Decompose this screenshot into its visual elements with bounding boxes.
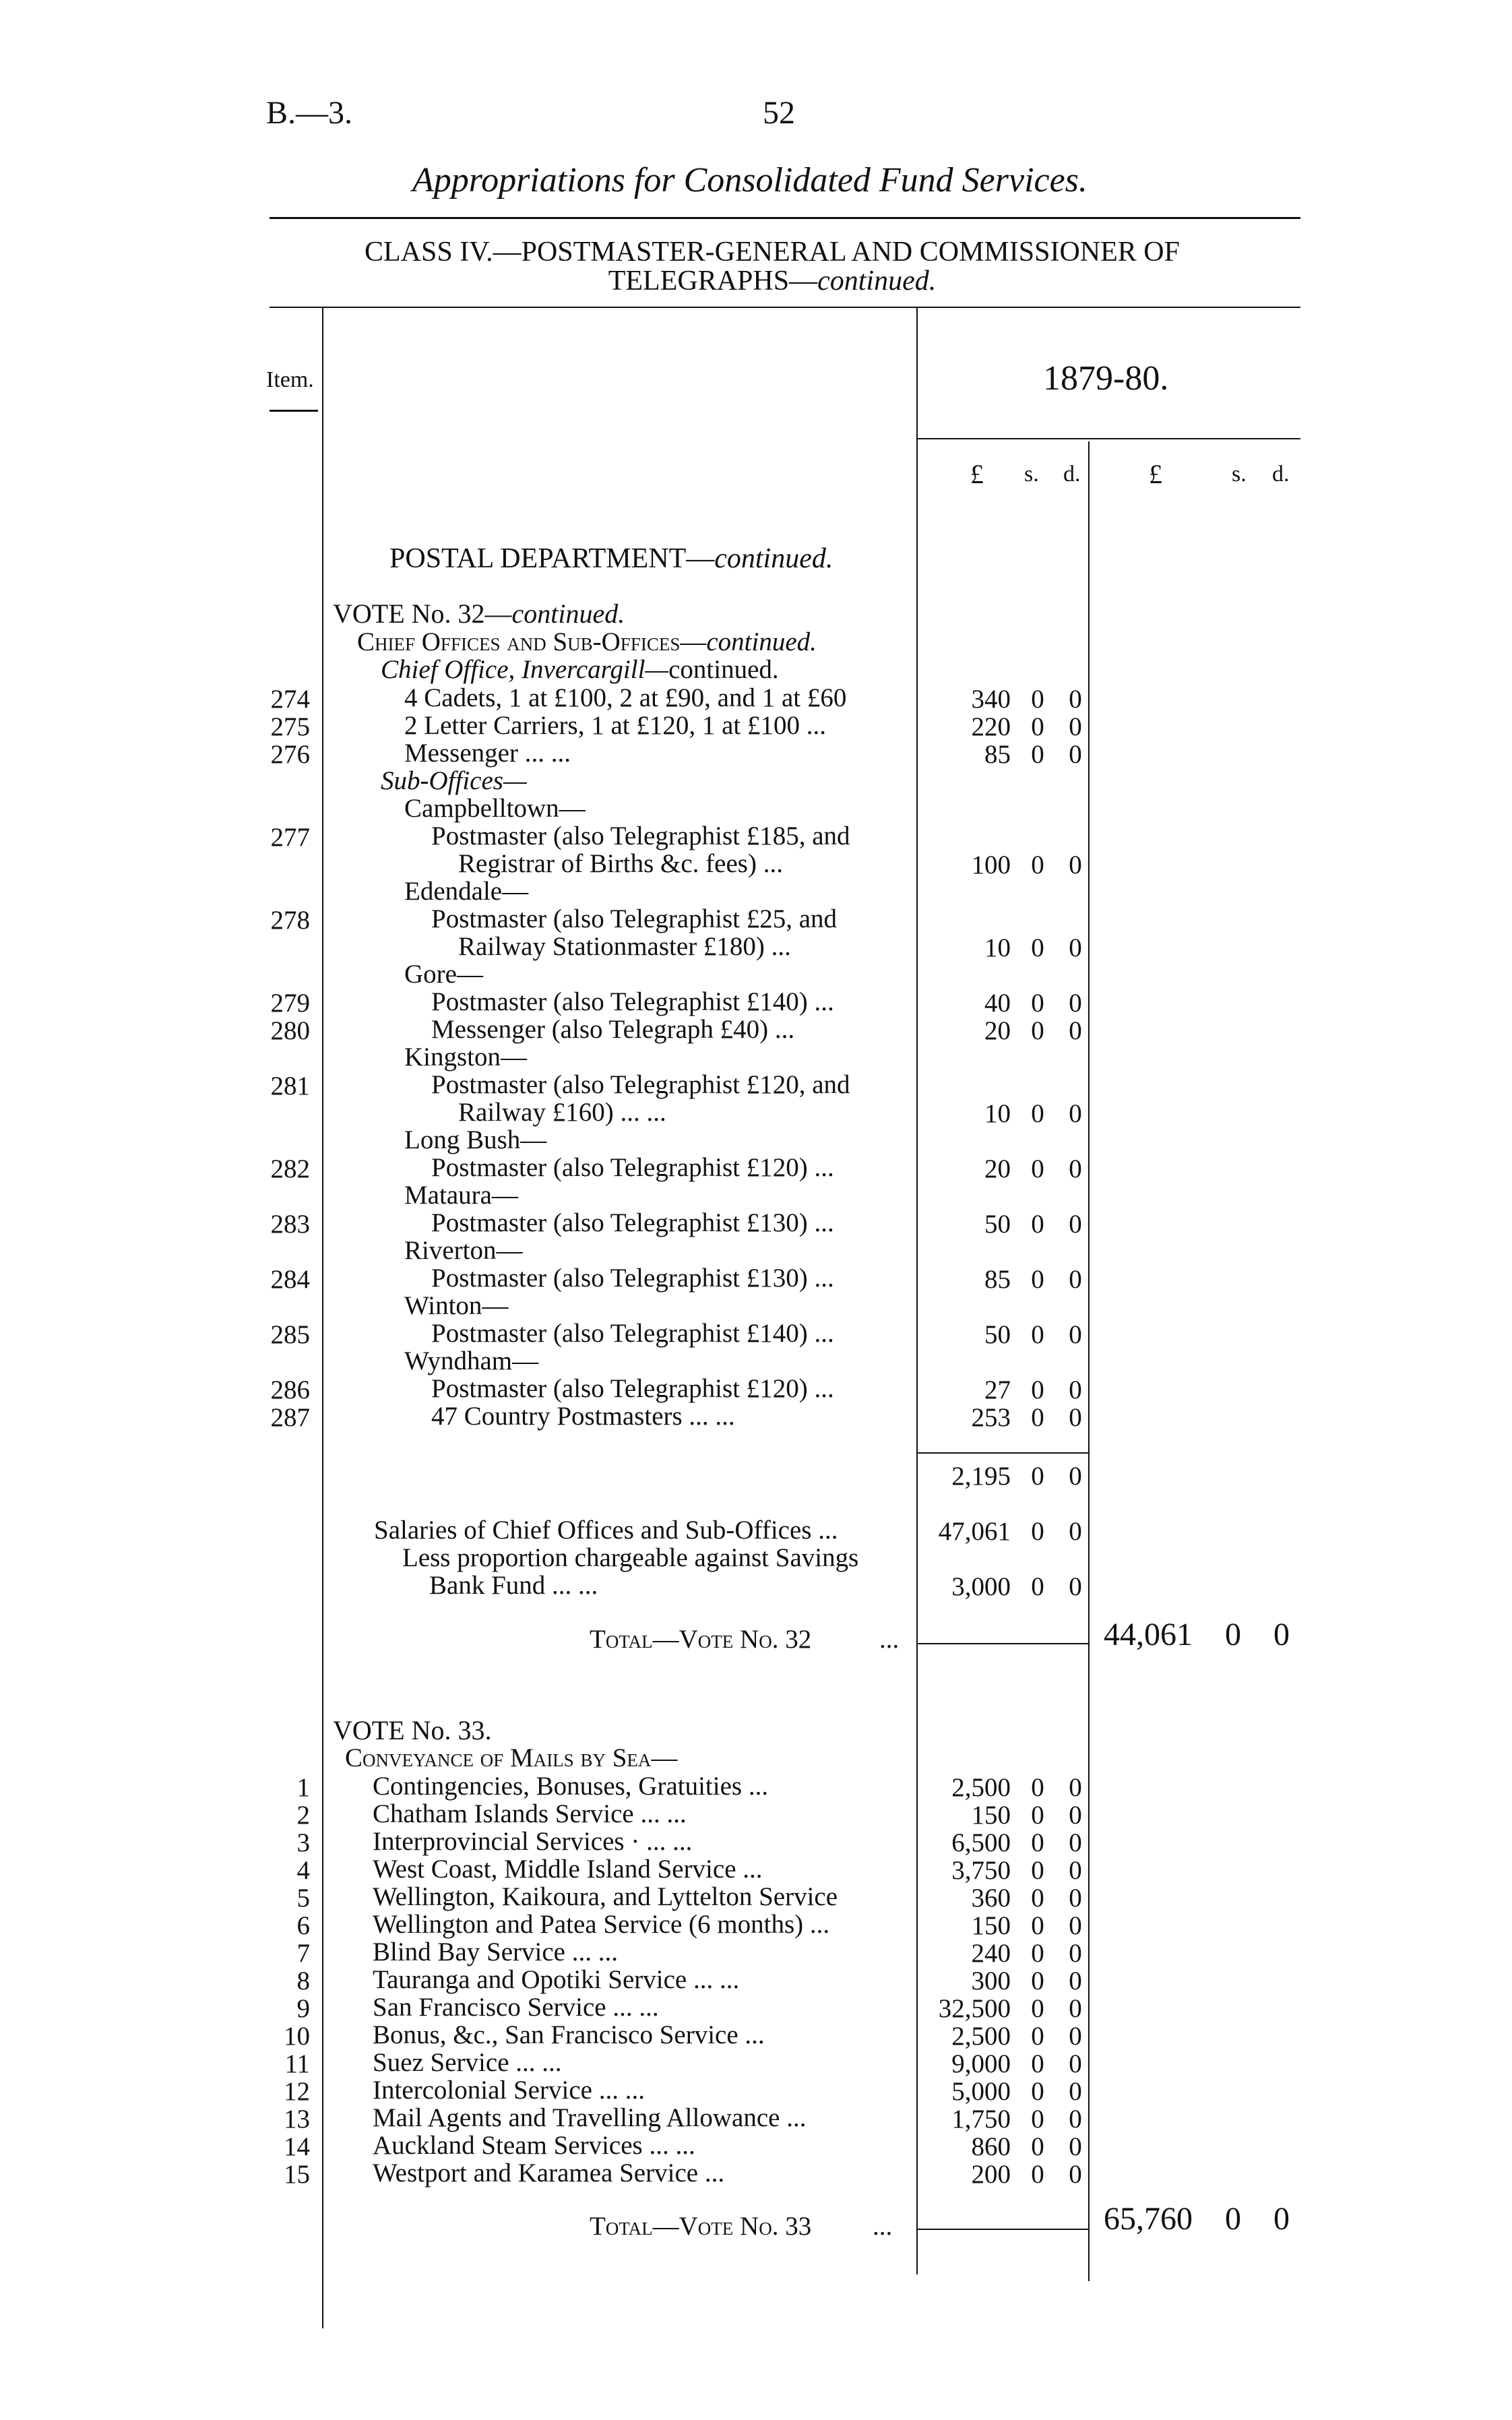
item-number: 286 [270,1375,310,1404]
item-column-header: Item. [266,367,314,392]
item-amount: 5,000 [951,2077,1011,2106]
item-amount: 2,500 [951,2022,1011,2051]
item-number: 280 [270,1016,310,1045]
item-shillings: 0 [1031,1828,1044,1857]
sub-office-name: Campbelltown— [404,794,586,823]
item-shillings: 0 [1031,1265,1044,1294]
sub-office-name: Winton— [404,1291,509,1320]
item-pence: 0 [1069,2105,1082,2134]
page-number: 52 [763,95,795,131]
item-pence: 0 [1069,1403,1082,1432]
item-number: 282 [270,1154,310,1183]
item-description: 2 Letter Carriers, 1 at £120, 1 at £100 ... [404,711,826,740]
item-shillings: 0 [1031,1994,1044,2023]
item-pence: 0 [1069,1911,1082,1940]
item-pence: 0 [1069,740,1082,769]
total-vote-33-shillings: 0 [1225,2201,1241,2237]
item-number: 277 [270,823,310,852]
item-amount: 27 [984,1375,1011,1404]
item-amount: 85 [984,740,1011,769]
item-shillings: 0 [1031,1210,1044,1239]
sub-office-name: Riverton— [404,1236,523,1265]
shilling-header-1: s. [1024,462,1039,487]
item-description: San Francisco Service ... ... [373,1993,659,2022]
sub-office-name: Gore— [404,960,483,989]
item-column-divider [322,307,323,2328]
item-shillings: 0 [1031,2049,1044,2078]
item-amount: 20 [984,1016,1011,1045]
item-number: 3 [296,1828,310,1857]
item-description: Interprovincial Services · ... ... [373,1827,693,1856]
sub-office-name: Long Bush— [404,1125,547,1154]
item-description: Wellington and Patea Service (6 months) ... [373,1910,830,1939]
item-amount: 32,500 [938,1994,1011,2023]
item-shillings: 0 [1031,1016,1044,1045]
item-pence: 0 [1069,1016,1082,1045]
item-description: Postmaster (also Telegraphist £120) ... [431,1374,834,1403]
sub-office-name: Wyndham— [404,1346,539,1375]
item-shillings: 0 [1031,1320,1044,1349]
less-label-cont: Bank Fund ... ... [429,1571,598,1600]
item-number: 283 [270,1210,310,1239]
item-amount: 1,750 [951,2105,1011,2134]
pence-header-2: d. [1272,462,1290,487]
item-amount: 253 [971,1403,1011,1432]
item-description: Postmaster (also Telegraphist £130) ... [431,1264,834,1293]
sub-office-name: Kingston— [404,1043,528,1072]
item-number: 281 [270,1072,310,1100]
item-number: 13 [284,2105,310,2134]
item-number: 5 [296,1884,310,1913]
item-number: 10 [284,2022,310,2051]
item-amount: 360 [971,1884,1011,1913]
item-number: 12 [284,2077,310,2106]
subtotal-pence: 0 [1069,1462,1082,1491]
total-vote-32-label: Total—Vote No. 32 [590,1625,812,1654]
page-title: Appropriations for Consolidated Fund Services. [412,161,1088,199]
item-description: Westport and Karamea Service ... [373,2159,725,2188]
pound-header-1: £ [970,459,984,489]
item-description: Postmaster (also Telegraphist £130) ... [431,1208,834,1237]
item-number: 11 [284,2049,310,2078]
total-vote-32-pence: 0 [1273,1617,1290,1652]
item-pence: 0 [1069,1154,1082,1183]
salaries-amount: 47,061 [938,1517,1011,1546]
item-pence: 0 [1069,712,1082,741]
less-label: Less proportion chargeable against Savings [402,1543,859,1572]
year-rule [916,438,1300,439]
item-amount: 50 [984,1210,1011,1239]
total-vote-32-shillings: 0 [1225,1617,1241,1652]
total-vote-33-amount: 65,760 [1104,2201,1193,2237]
item-shillings: 0 [1031,1773,1044,1802]
item-description: Tauranga and Opotiki Service ... ... [373,1965,740,1994]
item-shillings: 0 [1031,712,1044,741]
item-pence: 0 [1069,933,1082,962]
item-shillings: 0 [1031,2105,1044,2134]
item-amount: 150 [971,1801,1011,1830]
sub-offices-heading: Sub-Offices— [381,766,527,795]
item-pence: 0 [1069,2132,1082,2161]
total-vote-32-amount: 44,061 [1104,1617,1193,1652]
item-underline [270,410,318,412]
item-pence: 0 [1069,1856,1082,1885]
item-shillings: 0 [1031,1099,1044,1128]
sub-office-name: Mataura— [404,1181,518,1210]
item-amount: 240 [971,1939,1011,1968]
item-description: Chatham Islands Service ... ... [373,1799,687,1828]
item-amount: 40 [984,989,1011,1018]
total-vote-33-dots: ... [873,2212,893,2241]
item-amount: 10 [984,1099,1011,1128]
item-amount: 20 [984,1154,1011,1183]
item-pence: 0 [1069,1320,1082,1349]
item-description: Messenger (also Telegraph £40) ... [431,1015,795,1044]
salaries-pence: 0 [1069,1517,1082,1546]
item-number: 2 [296,1801,310,1830]
item-shillings: 0 [1031,850,1044,879]
item-shillings: 0 [1031,1884,1044,1913]
item-shillings: 0 [1031,1911,1044,1940]
item-number: 7 [296,1939,310,1968]
item-description: Suez Service ... ... [373,2048,562,2077]
item-description: Auckland Steam Services ... ... [373,2131,695,2160]
item-number: 14 [284,2132,310,2161]
item-description: Intercolonial Service ... ... [373,2076,645,2105]
salaries-shillings: 0 [1031,1517,1044,1546]
total-vote-32-dots: ... [879,1625,900,1654]
item-amount: 300 [971,1966,1011,1995]
total-32-rule [918,1643,1088,1644]
item-shillings: 0 [1031,1375,1044,1404]
item-description: Bonus, &c., San Francisco Service ... [373,2020,765,2049]
item-number: 8 [296,1966,310,1995]
item-description-cont: Railway Stationmaster £180) ... [458,932,791,961]
item-description-cont: Registrar of Births &c. fees) ... [458,849,783,878]
item-amount: 3,750 [951,1856,1011,1885]
subtotal-shillings: 0 [1031,1462,1044,1491]
item-description: Contingencies, Bonuses, Gratuities ... [373,1772,769,1801]
less-pence: 0 [1069,1572,1082,1601]
item-number: 278 [270,906,310,935]
sub-office-name: Edendale— [404,877,529,906]
item-pence: 0 [1069,989,1082,1018]
item-shillings: 0 [1031,989,1044,1018]
item-shillings: 0 [1031,1801,1044,1830]
header-rule [270,307,1300,308]
item-pence: 0 [1069,1265,1082,1294]
item-number: 276 [270,740,310,769]
item-number: 275 [270,712,310,741]
section-heading: POSTAL DEPARTMENT—continued. [389,543,833,574]
item-pence: 0 [1069,1375,1082,1404]
top-rule [270,217,1300,219]
item-number: 287 [270,1403,310,1432]
document-reference: B.—3. [266,95,353,131]
item-description: Postmaster (also Telegraphist £120) ... [431,1153,834,1182]
item-pence: 0 [1069,1828,1082,1857]
salaries-label: Salaries of Chief Offices and Sub-Offices ... [374,1516,838,1545]
class-heading-line1: CLASS IV.—POSTMASTER-GENERAL AND COMMISSIONER OF [364,237,1180,268]
item-shillings: 0 [1031,1154,1044,1183]
subtotal-rule [916,1452,1088,1454]
item-description: Wellington, Kaikoura, and Lyttelton Service [373,1882,838,1911]
item-description: Postmaster (also Telegraphist £140) ... [431,1319,834,1348]
less-amount: 3,000 [951,1572,1011,1601]
year-header: 1879-80. [1043,359,1169,398]
item-amount: 10 [984,933,1011,962]
item-amount: 860 [971,2132,1011,2161]
item-pence: 0 [1069,1994,1082,2023]
item-amount: 9,000 [951,2049,1011,2078]
item-description: Blind Bay Service ... ... [373,1937,618,1966]
item-amount: 340 [971,685,1011,714]
item-pence: 0 [1069,1773,1082,1802]
item-number: 284 [270,1265,310,1294]
subtotal-amount: 2,195 [951,1462,1011,1491]
vote-32-heading: VOTE No. 32—continued. [333,598,625,629]
item-amount: 85 [984,1265,1011,1294]
item-description: Mail Agents and Travelling Allowance ... [373,2103,807,2132]
item-pence: 0 [1069,685,1082,714]
item-shillings: 0 [1031,1856,1044,1885]
total-vote-33-pence: 0 [1273,2201,1290,2237]
item-shillings: 0 [1031,2022,1044,2051]
pound-header-2: £ [1149,459,1162,489]
item-description: Postmaster (also Telegraphist £25, and [431,904,838,933]
chief-offices-heading: Chief Offices and Sub-Offices—continued. [357,627,817,656]
item-pence: 0 [1069,1966,1082,1995]
item-description: Postmaster (also Telegraphist £120, and [431,1070,850,1099]
item-pence: 0 [1069,2049,1082,2078]
item-shillings: 0 [1031,1403,1044,1432]
total-33-rule [918,2229,1088,2230]
item-amount: 220 [971,712,1011,741]
item-pence: 0 [1069,2160,1082,2189]
item-pence: 0 [1069,850,1082,879]
less-shillings: 0 [1031,1572,1044,1601]
item-amount: 100 [971,850,1011,879]
item-description: 47 Country Postmasters ... ... [431,1402,735,1431]
item-shillings: 0 [1031,740,1044,769]
item-pence: 0 [1069,2022,1082,2051]
item-number: 9 [296,1994,310,2023]
item-description: Postmaster (also Telegraphist £140) ... [431,987,834,1016]
item-shillings: 0 [1031,933,1044,962]
class-heading-line2: TELEGRAPHS—continued. [608,266,937,297]
item-shillings: 0 [1031,685,1044,714]
item-amount: 6,500 [951,1828,1011,1857]
item-description-cont: Railway £160) ... ... [458,1098,666,1127]
item-shillings: 0 [1031,2132,1044,2161]
item-shillings: 0 [1031,2160,1044,2189]
item-pence: 0 [1069,1210,1082,1239]
item-description: Messenger ... ... [404,739,571,768]
item-pence: 0 [1069,1939,1082,1968]
item-pence: 0 [1069,1801,1082,1830]
item-shillings: 0 [1031,1939,1044,1968]
item-pence: 0 [1069,1099,1082,1128]
item-number: 6 [296,1911,310,1940]
item-amount: 50 [984,1320,1011,1349]
item-pence: 0 [1069,2077,1082,2106]
item-shillings: 0 [1031,2077,1044,2106]
item-number: 279 [270,989,310,1018]
item-number: 1 [296,1773,310,1802]
total-vote-33-label: Total—Vote No. 33 [590,2212,812,2241]
pence-header-1: d. [1063,462,1081,487]
item-number: 4 [296,1856,310,1885]
item-number: 15 [284,2160,310,2189]
conveyance-heading: Conveyance of Mails by Sea— [345,1743,678,1772]
item-description: Postmaster (also Telegraphist £185, and [431,821,850,850]
chief-office-subheading: Chief Office, Invercargill—continued. [381,655,779,684]
item-number: 285 [270,1320,310,1349]
item-description: West Coast, Middle Island Service ... [373,1855,763,1884]
item-number: 274 [270,685,310,714]
item-description: 4 Cadets, 1 at £100, 2 at £90, and 1 at £60 [404,683,847,712]
vote-33-heading: VOTE No. 33. [333,1715,492,1745]
shilling-header-2: s. [1232,462,1247,487]
item-shillings: 0 [1031,1966,1044,1995]
item-pence: 0 [1069,1884,1082,1913]
item-amount: 150 [971,1911,1011,1940]
item-amount: 200 [971,2160,1011,2189]
item-amount: 2,500 [951,1773,1011,1802]
